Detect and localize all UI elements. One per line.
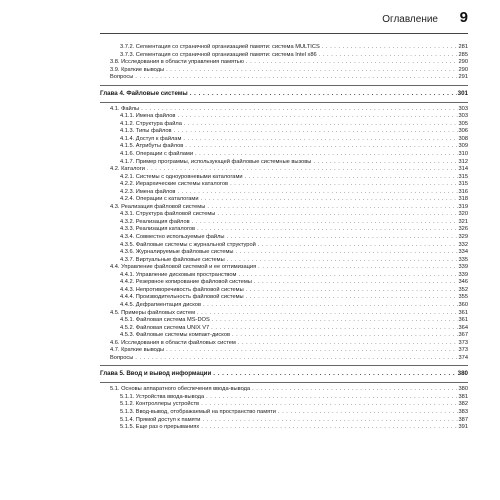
toc-page-number: 364 — [458, 324, 468, 331]
toc-page-number: 285 — [458, 51, 468, 58]
toc-entry-row[interactable] — [100, 151, 468, 159]
toc-page-number: 391 — [458, 424, 468, 431]
toc-entry-row[interactable] — [100, 417, 468, 425]
toc-page-number: 305 — [458, 120, 468, 127]
dot-leader — [185, 143, 457, 151]
toc-page-number: 290 — [458, 66, 468, 73]
toc-entry-title: 4.4.1. Управление дисковым пространством — [120, 271, 237, 278]
toc-entry-title: 3.8. Исследования в области управления памятью — [110, 59, 244, 66]
toc-entry-title: 4.2.1. Системы с одноуровневыми каталогами — [120, 173, 243, 180]
dot-leader — [201, 196, 458, 204]
dot-leader — [177, 113, 457, 121]
toc-entry-title: 4.4.5. Дефрагментация дисков — [120, 301, 201, 308]
toc-entry-title: 4.4.4. Производительность файловой системы — [120, 294, 244, 301]
dot-leader — [141, 106, 457, 114]
running-title: Оглавление — [382, 14, 438, 25]
toc-page-number: 361 — [458, 309, 468, 316]
dot-leader — [197, 310, 458, 318]
toc-entry-row[interactable] — [100, 196, 468, 204]
toc-page-number: 380 — [457, 370, 468, 378]
toc-page-number: 332 — [458, 241, 468, 248]
toc-page-number: 374 — [458, 354, 468, 361]
dot-leader — [135, 74, 457, 82]
toc-page-number: 373 — [458, 339, 468, 346]
dot-leader — [246, 294, 458, 302]
toc-entry-title: 4.1.6. Операции с файлами — [120, 151, 194, 158]
toc-entry-title: 5.1.2. Контроллеры устройств — [120, 401, 200, 408]
toc-page-number: 326 — [458, 226, 468, 233]
toc-page-number: 306 — [458, 128, 468, 135]
toc-entry-title: Глава 5. Ввод и вывод информации — [100, 370, 212, 378]
toc-entry-row[interactable] — [100, 211, 468, 219]
toc-page-number: 316 — [458, 188, 468, 195]
toc-page-number: 321 — [458, 218, 468, 225]
toc-entry-title: 4.3.2. Реализация файлов — [120, 218, 190, 225]
toc-entry-row[interactable] — [100, 386, 468, 394]
toc-entry-title: 4.5.2. Файловая система UNIX V7 — [120, 324, 210, 331]
dot-leader — [190, 89, 457, 99]
toc-entry-title: 4.2. Каталоги — [110, 166, 145, 173]
dot-leader — [166, 347, 457, 355]
toc-page-number: 329 — [458, 234, 468, 241]
toc-entry-title: 4.4. Управление файловой системой и ее оптимизация — [110, 264, 257, 271]
toc-page-number: 361 — [458, 317, 468, 324]
toc-entry-row[interactable] — [100, 325, 468, 333]
toc-entry-row[interactable] — [100, 159, 468, 167]
dot-leader — [313, 159, 457, 167]
toc-entry-row[interactable] — [100, 52, 468, 60]
toc-entry-title: 4.7. Краткие выводы — [110, 347, 165, 354]
toc-entry-row[interactable] — [100, 174, 468, 182]
toc-page-number: 309 — [458, 143, 468, 150]
toc-page-number: 315 — [458, 173, 468, 180]
toc-entry-row[interactable] — [100, 401, 468, 409]
toc-entry-row[interactable] — [100, 181, 468, 189]
toc-entry-row[interactable] — [100, 189, 468, 197]
toc-entry-row[interactable] — [100, 332, 468, 340]
toc-page-number: 319 — [458, 203, 468, 210]
toc-page-number: 308 — [458, 135, 468, 142]
toc-entry-row[interactable] — [100, 264, 468, 272]
dot-leader — [278, 409, 458, 417]
toc-entry-row[interactable] — [100, 355, 468, 363]
dot-leader — [203, 302, 458, 310]
dot-leader — [174, 128, 458, 136]
toc-entry-row[interactable] — [100, 409, 468, 417]
toc-page-number: 281 — [458, 44, 468, 50]
toc-entry-title: 4.5.1. Файловая система MS-DOS — [120, 317, 210, 324]
toc-entry-title: 4.1.1. Имена файлов — [120, 113, 176, 120]
toc-chapter-row[interactable] — [100, 89, 468, 99]
toc-entry-row[interactable] — [100, 347, 468, 355]
toc-entry-row[interactable] — [100, 302, 468, 310]
dot-leader — [245, 174, 458, 182]
toc-entry-title: Вопросы — [110, 74, 134, 81]
dot-leader — [201, 401, 457, 409]
toc-entry-title: 4.2.3. Имена файлов — [120, 188, 176, 195]
table-of-contents — [100, 44, 468, 432]
dot-leader — [258, 242, 458, 250]
toc-entry-row[interactable] — [100, 143, 468, 151]
toc-page-number: 314 — [458, 166, 468, 173]
toc-entry-title: 4.4.2. Резервное копирование файловой системы — [120, 279, 252, 286]
dot-leader — [197, 226, 457, 234]
toc-entry-title: 4.3.4. Совместно используемые файлы — [120, 234, 225, 241]
toc-entry-title: 4.3.7. Виртуальные файловые системы — [120, 256, 225, 263]
toc-entry-title: 4.1.7. Пример программы, использующей файловые системные вызовы — [120, 158, 312, 165]
toc-entry-row[interactable] — [100, 74, 468, 82]
toc-entry-title: 5.1.1. Устройства ввода-вывода — [120, 393, 205, 400]
toc-page-number: 303 — [458, 113, 468, 120]
dot-leader — [192, 219, 458, 227]
dot-leader — [177, 189, 457, 197]
toc-page-number: 318 — [458, 196, 468, 203]
toc-entry-row[interactable] — [100, 219, 468, 227]
toc-page-number: 387 — [458, 416, 468, 423]
toc-entry-title: 5.1. Основы аппаратного обеспечения ввода-вывода — [110, 386, 251, 393]
dot-leader — [166, 67, 457, 75]
toc-page-number: 367 — [458, 332, 468, 339]
toc-entry-row[interactable] — [100, 166, 468, 174]
toc-entry-title: 4.1.3. Типы файлов — [120, 128, 172, 135]
toc-entry-row[interactable] — [100, 340, 468, 348]
dot-leader — [246, 59, 458, 67]
dot-leader — [254, 279, 458, 287]
toc-entry-title: 4.2.2. Иерархические системы каталогов — [120, 181, 229, 188]
dot-leader — [211, 325, 457, 333]
dot-leader — [206, 394, 457, 402]
toc-entry-row[interactable] — [100, 44, 468, 52]
dot-leader — [322, 44, 458, 52]
toc-page-number: 334 — [458, 249, 468, 256]
toc-page-number: 383 — [458, 408, 468, 415]
toc-page-number: 355 — [458, 294, 468, 301]
toc-page-number: 382 — [458, 401, 468, 408]
toc-entry-title: Вопросы — [110, 354, 134, 361]
dot-leader — [252, 386, 457, 394]
toc-entry-title: 5.1.3. Ввод-вывод, отображаемый на пространство памяти — [120, 408, 276, 415]
toc-entry-title: Глава 4. Файловые системы — [100, 89, 188, 97]
dot-leader — [319, 52, 458, 60]
page-header — [0, 0, 500, 30]
toc-entry-title: 4.3.5. Файловые системы с журнальной структурой — [120, 241, 256, 248]
toc-entry-row[interactable] — [100, 424, 468, 432]
toc-entry-title: 3.7.2. Сегментация со страничной организацией памяти: система MULTICS — [120, 44, 320, 50]
dot-leader — [238, 272, 457, 280]
toc-page-number: 315 — [458, 181, 468, 188]
toc-page-number: 346 — [458, 279, 468, 286]
toc-entry-row[interactable] — [100, 310, 468, 318]
toc-entry-row[interactable] — [100, 59, 468, 67]
toc-entry-row[interactable] — [100, 317, 468, 325]
toc-page-number: 335 — [458, 256, 468, 263]
toc-page-number: 373 — [458, 347, 468, 354]
toc-entry-row[interactable] — [100, 249, 468, 257]
toc-page-number: 380 — [458, 386, 468, 393]
toc-entry-title: 3.7.3. Сегментация со страничной организацией памяти: система Intel x86 — [120, 51, 317, 58]
dot-leader — [135, 355, 457, 363]
toc-entry-row[interactable] — [100, 226, 468, 234]
page-number: 9 — [459, 9, 468, 26]
dot-leader — [184, 121, 458, 129]
toc-entry-title: 4.1.5. Атрибуты файлов — [120, 143, 184, 150]
toc-page-number: 320 — [458, 211, 468, 218]
toc-entry-title: 4.5.3. Файловые системы компакт-дисков — [120, 332, 231, 339]
dot-leader — [212, 317, 458, 325]
dot-leader — [238, 340, 458, 348]
toc-page-number: 381 — [458, 393, 468, 400]
toc-entry-title: 4.3.3. Реализация каталогов — [120, 226, 196, 233]
dot-leader — [230, 181, 457, 189]
dot-leader — [246, 287, 458, 295]
toc-entry-title: 3.9. Краткие выводы — [110, 66, 165, 73]
toc-entry-title: 4.3.1. Структура файловой системы — [120, 211, 216, 218]
toc-entry-row[interactable] — [100, 67, 468, 75]
toc-entry-title: 4.2.4. Операции с каталогами — [120, 196, 199, 203]
dot-leader — [201, 424, 457, 432]
toc-page-number: 291 — [458, 74, 468, 81]
header-rule — [100, 33, 468, 34]
dot-leader — [227, 234, 458, 242]
dot-leader — [183, 136, 457, 144]
toc-page-number: 290 — [458, 59, 468, 66]
dot-leader — [227, 257, 458, 265]
toc-entry-title: 5.1.5. Еще раз о прерываниях — [120, 424, 200, 431]
toc-entry-title: 4.5. Примеры файловых систем — [110, 309, 195, 316]
toc-entry-title: 4.1. Файлы — [110, 105, 140, 112]
toc-entry-row[interactable] — [100, 294, 468, 302]
dot-leader — [236, 249, 458, 257]
toc-entry-row[interactable] — [100, 128, 468, 136]
dot-leader — [232, 332, 457, 340]
toc-page-number: 301 — [457, 89, 468, 97]
toc-entry-title: 4.3. Реализация файловой системы — [110, 203, 206, 210]
dot-leader — [217, 211, 457, 219]
toc-chapter-row[interactable] — [100, 369, 468, 379]
toc-entry-title: 5.1.4. Прямой доступ к памяти — [120, 416, 201, 423]
toc-entry-title: 4.1.2. Структура файла — [120, 120, 182, 127]
toc-page-number: 360 — [458, 301, 468, 308]
dot-leader — [147, 166, 458, 174]
toc-entry-title: 4.3.6. Журналируемые файловые системы — [120, 249, 234, 256]
toc-page-number: 339 — [458, 264, 468, 271]
dot-leader — [195, 151, 457, 159]
toc-entry-row[interactable] — [100, 234, 468, 242]
toc-page-number: 312 — [458, 158, 468, 165]
toc-page-number: 303 — [458, 105, 468, 112]
dot-leader — [207, 204, 457, 212]
toc-page-number: 339 — [458, 271, 468, 278]
toc-page-number: 310 — [458, 151, 468, 158]
toc-entry-title: 4.4.3. Непротиворечивость файловой системы — [120, 286, 244, 293]
toc-entry-title: 4.6. Исследования в области файловых систем — [110, 339, 236, 346]
toc-entry-row[interactable] — [100, 242, 468, 250]
dot-leader — [258, 264, 457, 272]
toc-page-number: 352 — [458, 286, 468, 293]
toc-entry-title: 4.1.4. Доступ к файлам — [120, 135, 182, 142]
dot-leader — [203, 417, 458, 425]
toc-entry-row[interactable] — [100, 113, 468, 121]
dot-leader — [213, 369, 456, 379]
toc-entry-row[interactable] — [100, 279, 468, 287]
